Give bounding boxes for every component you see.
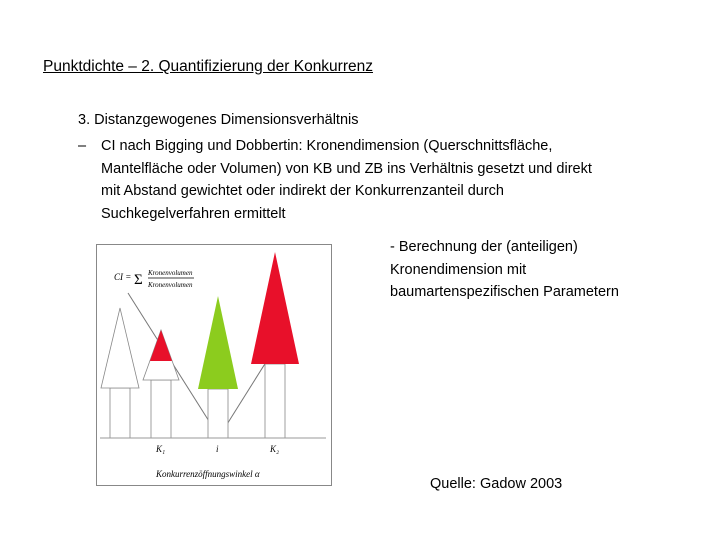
formula-denominator: Kronenvolumen [148,281,193,289]
bullet-line-1: CI nach Bigging und Dobbertin: Kronendimension (Querschnittsfläche, [101,138,553,154]
bullet-line-4: Suchkegelverfahren ermittelt [101,205,286,222]
bullet-line-2: Mantelfläche oder Volumen) von KB und ZB ins Verhältnis gesetzt und direkt [101,160,592,177]
formula-numerator: Kronenvolumen [148,269,193,277]
competition-figure [96,244,332,486]
parameter-note [390,236,690,304]
parameter-note-line-3: baumartenspezifischen Parametern [390,284,619,300]
bullet-dash: – [78,138,87,154]
tree-1-trunk [110,388,130,438]
label-i: i [216,444,219,454]
figure-caption: Konkurrenzöffnungswinkel α [156,469,260,479]
competition-diagram [96,244,332,486]
parameter-note-line-2: Kronendimension mit [390,261,527,278]
formula-ci: CI = [114,272,132,282]
tree-k2-trunk [265,364,285,438]
formula-sum: Σ [134,272,143,288]
slide-title: Punktdichte – 2. Quantifizierung der Konkurrenz [43,58,373,75]
tree-k1-trunk [151,380,171,438]
bullet-line-3: mit Abstand gewichtet oder indirekt der Konkurrenzanteil durch [101,183,504,199]
parameter-note-line-1: - Berechnung der (anteiligen) [390,239,578,255]
source-citation: Quelle: Gadow 2003 [430,476,563,492]
tree-i-trunk [208,389,228,438]
label-k1: K₁ [156,444,166,454]
label-k2: K₂ [270,444,280,454]
bullet-item [78,135,678,225]
section-subheading: 3. Distanzgewogenes Dimensionsverhältnis [78,112,359,128]
